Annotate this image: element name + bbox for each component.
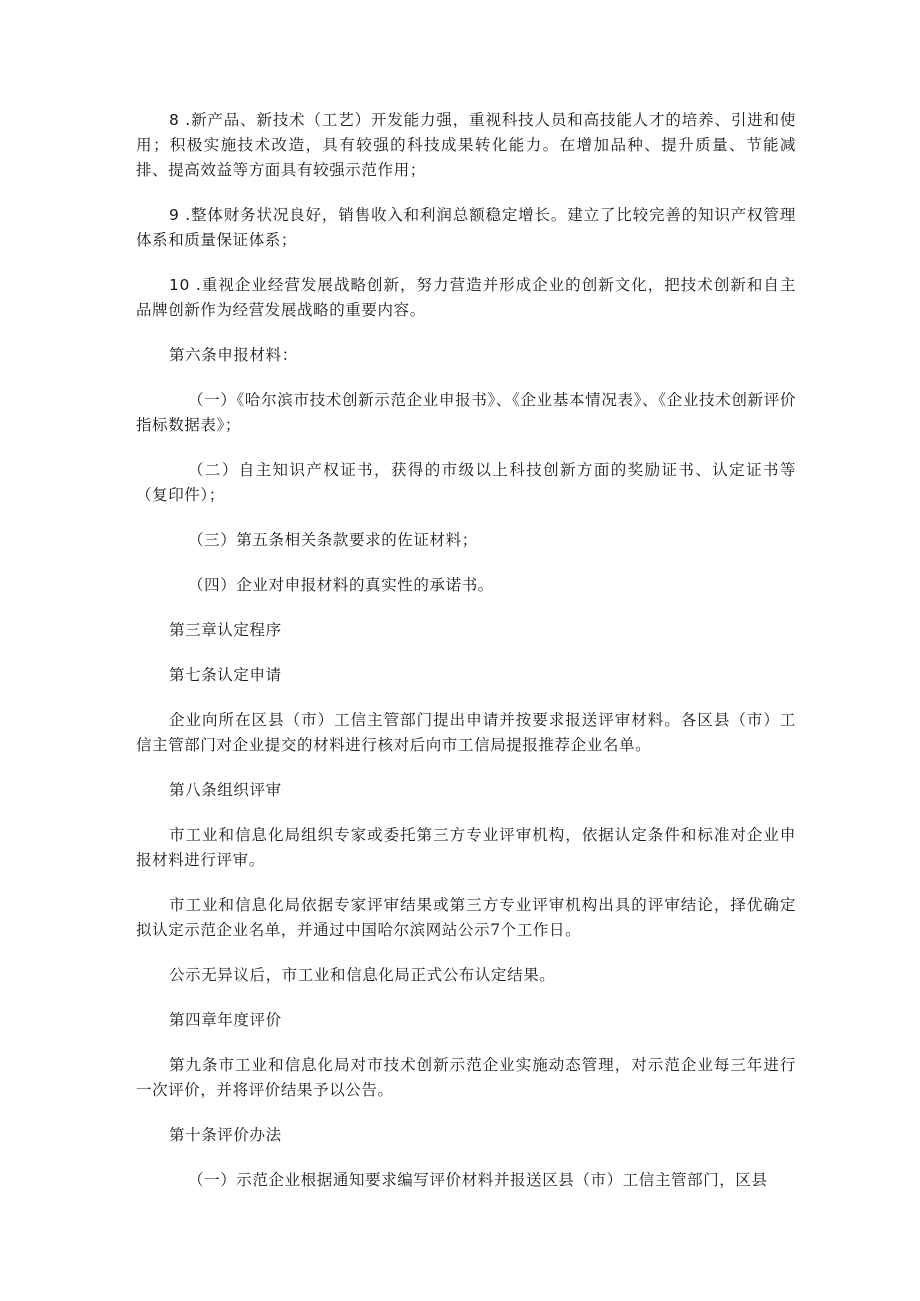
article-8-body-3: 公示无异议后，市工业和信息化局正式公布认定结果。 [169,966,556,984]
chapter-3-heading: 第三章认定程序 [169,621,282,639]
article-8-heading: 第八条组织评审 [169,781,282,799]
paragraph-item-10 [136,273,796,323]
chapter-4-heading: 第四章年度评价 [169,1011,282,1029]
article-8-body-2: 市工业和信息化局依据专家评审结果或第三方专业评审机构出具的评审结论，择优确定拟认定示范企业名单，并通过中国哈尔滨网站公示7个工作日。 [136,896,796,939]
paragraph-item-9 [136,203,796,253]
material-item-3: （三）第五条相关条款要求的佐证材料； [188,531,478,549]
article-6-heading: 第六条申报材料： [169,346,298,364]
material-item-2: （二）自主知识产权证书，获得的市级以上科技创新方面的奖励证书、认定证书等（复印件）； [136,461,796,504]
article-7-heading: 第七条认定申请 [169,666,282,684]
evaluation-item-1: （一）示范企业根据通知要求编写评价材料并报送区县（市）工信主管部门，区县 [188,1171,768,1189]
item-number: 8 [169,111,180,129]
item-number: 10 [169,276,190,294]
paragraph-text: .整体财务状况良好，销售收入和利润总额稳定增长。建立了比较完善的知识产权管理体系和质量保证体系； [136,206,796,249]
material-item-1: （一）《哈尔滨市技术创新示范企业申报书》、《企业基本情况表》、《企业技术创新评价指标数据表》； [136,391,796,434]
article-7-body: 企业向所在区县（市）工信主管部门提出申请并按要求报送评审材料。各区县（市）工信主管部门对企业提交的材料进行核对后向市工信局提报推荐企业名单。 [136,711,796,754]
document-page [136,108,796,1193]
material-item-4: （四）企业对申报材料的真实性的承诺书。 [188,576,494,594]
paragraph-item-8 [136,108,796,183]
article-10-heading: 第十条评价办法 [169,1126,282,1144]
item-number: 9 [169,206,180,224]
article-8-body-1: 市工业和信息化局组织专家或委托第三方专业评审机构，依据认定条件和标准对企业申报材料进行评审。 [136,826,796,869]
article-9-body: 第九条市工业和信息化局对市技术创新示范企业实施动态管理，对示范企业每三年进行一次评价，并将评价结果予以公告。 [136,1056,796,1099]
paragraph-text: .重视企业经营发展战略创新，努力营造并形成企业的创新文化，把技术创新和自主品牌创新作为经营发展战略的重要内容。 [136,276,796,319]
paragraph-text: .新产品、新技术（工艺）开发能力强，重视科技人员和高技能人才的培养、引进和使用；积极实施技术改造，具有较强的科技成果转化能力。在增加品种、提升质量、节能减排、提高效益等方面具有较强示范作用； [136,111,796,179]
